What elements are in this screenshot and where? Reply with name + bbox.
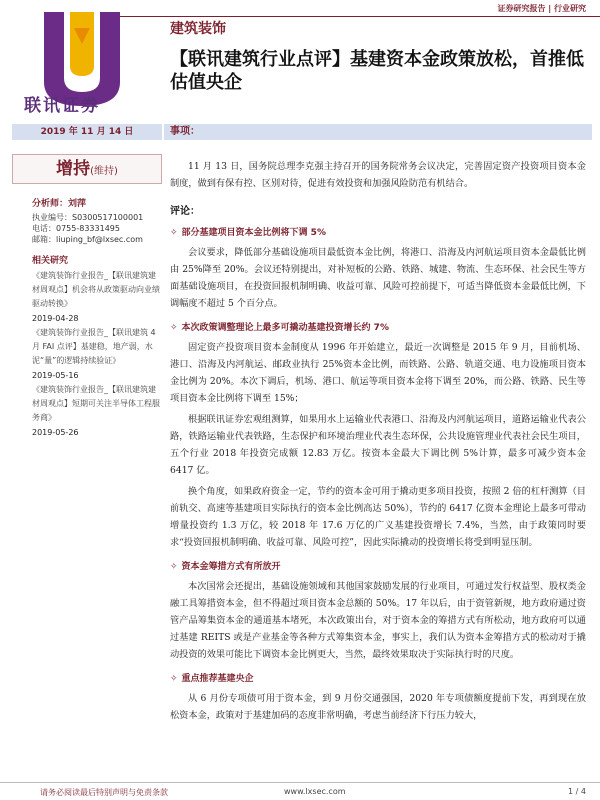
- related-report-date: 2019-05-26: [32, 428, 79, 437]
- main-content: [170, 158, 586, 724]
- report-date: 2019 年 11 月 14 日: [12, 124, 162, 140]
- diamond-bullet-icon: ✧: [170, 323, 178, 333]
- rating-sub: (维持): [90, 166, 118, 177]
- section-paragraph: 从 6 月份专项债可用于资本金，到 9 月份交通强国，2020 年专项债额度提前下发，再到现在放松资本金，政策对于基建加码的态度非常明确，考虑当前经济下行压力较大，: [170, 693, 586, 721]
- disclaimer-link[interactable]: 请务必阅读最后特别声明与免责条款: [40, 788, 168, 797]
- related-report-date: 2019-05-16: [32, 371, 79, 380]
- page-footer: [0, 782, 600, 798]
- section-paragraph: 根据联讯证券宏观组测算，如果用水上运输业代表港口、沿海及内河航运项目，道路运输业代表公路，铁路运输业代表铁路，生态保护和环境治理业代表生态环保，公共设施管理业代表社会民生项目，五个行业 2018 年投资完成额 12.83 万亿。按资本金最大下调比例 5%计算，最多可减少资本金 6417 亿。: [170, 414, 586, 476]
- diamond-bullet-icon: ✧: [170, 228, 178, 238]
- intro-paragraph: 11 月 13 日，国务院总理李克强主持召开的国务院常务会议决定，完善固定资产投资项目资本金制度，做到有保有控、区别对待，促进有效投资和加强风险防范有机结合。: [170, 161, 586, 189]
- section-paragraph: 会议要求，降低部分基础设施项目最低资本金比例，将港口、沿海及内河航运项目资本金最低比例由 25%降至 20%。会议还特别提出，对补短板的公路、铁路、城建、物流、生态环保、社会民生等方面基础设施项目，在投资回报机制明确、收益可靠、风险可控前提下，可适当降低资本金最低比例，下调幅度不超过 5 个百分点。: [170, 247, 586, 309]
- section-paragraph: 本次国常会还提出，基础设施领域和其他国家鼓励发展的行业项目，可通过发行权益型、股权类金融工具筹措资本金，但不得超过项目资本金总额的 50%。17 年以后，由于资管新规，地方政府通过资管产品筹集资本金的通道基本堵死，本次政策出台，对于资本金的筹措方式有所松动，地方政府可以通过基建 REITS 或是产业基金等各种方式筹集资本金，事实上，我们认为资本金筹措方式的松动对于撬动投资的效果可能比下调资本金比例更大，当然，最终效果取决于实际执行时的尺度。: [170, 581, 586, 660]
- section-paragraph: 换个角度，如果政府资金一定，节约的资本金可用于撬动更多项目投资，按照 2 倍的杠杆测算（目前轨交、高速等基建项目实际执行的资本金比例高达 50%），节约的 6417 亿资本金理论上最多可带动增量投资约 1.3 万亿，较 2018 年 17.6 万亿的广义基建投资增长 7.4%，当然，由于政策同时要求“投资回报机制明确、收益可靠、风险可控”，因此实际撬动的投资增长将受到明显压制。: [170, 486, 586, 548]
- section-heading-text: 本次政策调整理论上最多可撬动基建投资增长约 7%: [181, 323, 389, 333]
- diamond-bullet-icon: ✧: [170, 674, 178, 684]
- report-title: 【联讯建筑行业点评】基建资本金政策放松，首推低估值央企: [170, 49, 584, 93]
- section-paragraph: 固定资产投资项目资本金制度从 1996 年开始建立，最近一次调整是 2015 年 9 月，目前机场、港口、沿海及内河航运、邮政业执行 25%资本金比例，而铁路、公路、轨道交通、电力设施项目资本金比例为 20%。本次下调后，机场、港口、航运等项目资本金将下调至 20%，而公路、铁路、民生等项目资本金比例将下调至 15%；: [170, 342, 586, 404]
- rating-box: [12, 154, 162, 184]
- contact-license: 执业编号：S0300517100001: [32, 213, 144, 222]
- analyst-name: 分析师：刘萍: [32, 199, 87, 209]
- related-report-link[interactable]: 《建筑装饰行业报告_【联讯建筑建材周观点】短期可关注半导体工程服务商》: [32, 385, 160, 422]
- page-number: 1 / 4: [568, 787, 586, 796]
- related-report-link[interactable]: 《建筑装饰行业报告_【联讯建筑 4 月 FAI 点评】基建稳，地产弱，水泥“量”的逻辑持续验证》: [32, 328, 156, 365]
- section-heading: [170, 559, 586, 572]
- contact-phone: 电话：0755-83331495: [32, 224, 120, 233]
- related-research-title: 相关研究: [32, 256, 69, 266]
- section-heading: [170, 671, 586, 684]
- related-report-date: 2019-04-28: [32, 314, 79, 323]
- contact-email[interactable]: 邮箱：liuping_bf@lxsec.com: [32, 235, 143, 244]
- section-heading: [170, 225, 586, 238]
- header-rule: [120, 16, 600, 17]
- section-heading-text: 资本金筹措方式有所放开: [181, 562, 281, 572]
- section-heading-text: 部分基建项目资本金比例将下调 5%: [181, 228, 326, 238]
- matters-label: 事项：: [164, 124, 592, 140]
- rating-main: 增持: [56, 159, 91, 179]
- industry-label: 建筑装饰: [170, 21, 226, 37]
- diamond-bullet-icon: ✧: [170, 562, 178, 572]
- logo-text: 联讯证券: [24, 96, 100, 116]
- sidebar: [32, 196, 160, 440]
- comment-label: 评论：: [170, 206, 200, 217]
- related-report-link[interactable]: 《建筑装饰行业报告_【联讯建筑建材周观点】机会将从政策驱动向业绩驱动转换》: [32, 271, 160, 308]
- section-heading: [170, 320, 586, 333]
- report-type-tag: 证券研究报告 | 行业研究: [497, 4, 586, 13]
- section-heading-text: 重点推荐基建央企: [181, 674, 254, 684]
- website-link[interactable]: www.lxsec.com: [284, 787, 346, 796]
